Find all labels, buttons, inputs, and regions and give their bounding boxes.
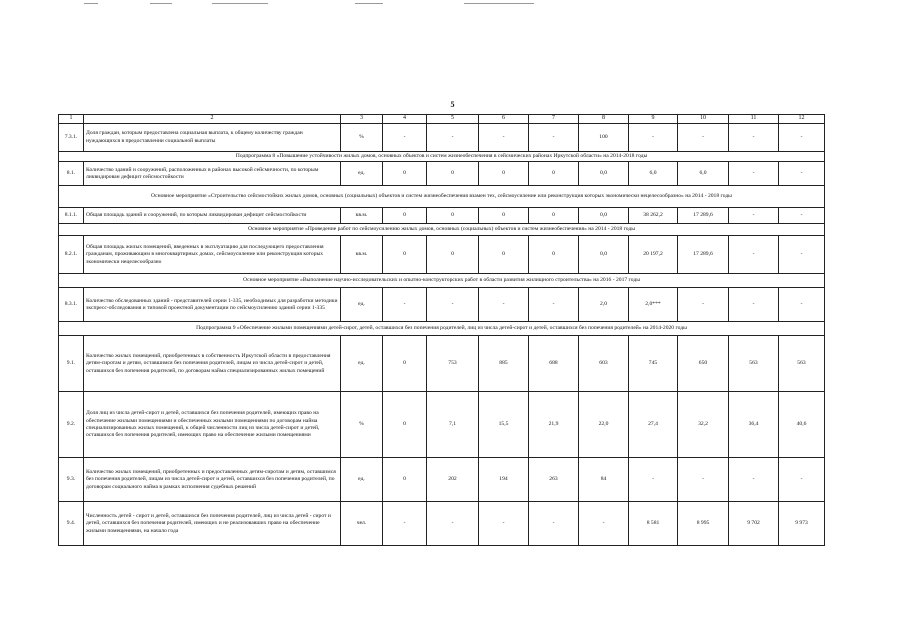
section-heading: Основное мероприятие «Проведение работ по сейсмоусилению жилых домов, основных (социальных) объектов и систем жизнеобеспечения» на 2014 - 2018 годы [59,224,825,236]
value-cell: 0 [479,208,529,224]
value-cell: 21,9 [529,392,579,458]
section-heading: Подпрограмма 8 «Повышение устойчивости жилых домов, основных объектов и систем жизнеобеспечения в сейсмических районах Иркутской области» на 2014-2018 годы [59,152,825,162]
section-heading-row [59,152,825,162]
column-number-row [59,115,825,124]
value-cell: 0,0 [579,208,629,224]
value-cell: 688 [529,336,579,392]
section-heading-row [59,224,825,236]
value-cell: 0 [479,236,529,274]
value-cell: - [779,208,825,224]
value-cell: - [729,458,779,502]
value-cell: - [427,288,479,322]
value-cell: 2,0 [579,288,629,322]
scan-artifact-line [84,3,98,4]
indicator-name: Доля лиц из числа детей-сирот и детей, оставшихся без попечения родителей, имеющих право на обеспечение жилыми помещениями и обеспеченных жилыми помещениями по договорам найма специализированных жилых помещений, к общей численности лиц из числа детей-сирот и детей, оставшихся без попечения родителей, имеющих право на обеспечение жилыми помещениями [84,392,341,458]
row-number: 9.1. [59,336,84,392]
value-cell: - [779,124,825,152]
unit-cell: ед. [341,288,383,322]
value-cell: 40,6 [779,392,825,458]
scan-artifact-line [150,3,172,4]
value-cell: 6,0 [629,162,678,186]
value-cell: 603 [579,336,629,392]
value-cell: 0 [529,208,579,224]
value-cell: 194 [479,458,529,502]
value-cell: 0 [383,236,427,274]
table-row [59,336,825,392]
value-cell: - [729,208,779,224]
section-heading: Основное мероприятие «Строительство сейсмостойких жилых домов, основных (социальных) объектов и систем жизнеобеспечения взамен тех, сейсмоусиление или реконструкция которых экономически нецелесообразно» на 2014 - 2018 годы [59,186,825,208]
unit-cell: чел. [341,502,383,546]
row-number: 8.1. [59,162,84,186]
value-cell: 84 [579,458,629,502]
value-cell: - [629,458,678,502]
value-cell: 9 702 [729,502,779,546]
indicator-name: Количество жилых помещений, приобретенных в собственность Иркутской области в предоставления детям-сиротам и детям, оставшимся без попечения родителей, лицам из числа детей-сирот и детей, оставшихся без попечения родителей, по договорам найма специализированных жилых помещений [84,336,341,392]
value-cell: 9 973 [779,502,825,546]
row-number: 9.3. [59,458,84,502]
value-cell: 563 [779,336,825,392]
indicator-name: Количество обследованных зданий - представителей серии 1-335, необходимых для разработки методики экспресс-обследования и типовой проектной документации по сейсмоусилению зданий серии 1-335 [84,288,341,322]
value-cell: 22,0 [579,392,629,458]
value-cell: 0 [427,208,479,224]
value-cell: 17 289,6 [678,208,729,224]
column-number: 5 [427,115,479,124]
value-cell: 0 [479,162,529,186]
indicator-name: Доля граждан, которым предоставлена социальная выплата, к общему количеству граждан нуждающихся в предоставлении социальной выплаты [84,124,341,152]
scan-artifact-line [355,3,383,4]
value-cell: - [427,502,479,546]
row-number: 7.3.1. [59,124,84,152]
value-cell: - [779,162,825,186]
table-row [59,162,825,186]
value-cell: 0 [383,208,427,224]
value-cell: 7,1 [427,392,479,458]
value-cell: 563 [729,336,779,392]
value-cell: - [479,288,529,322]
value-cell: 885 [479,336,529,392]
table-body [59,115,825,546]
value-cell: - [383,288,427,322]
value-cell: 32,2 [678,392,729,458]
value-cell: - [678,288,729,322]
value-cell: - [529,502,579,546]
value-cell: 100 [579,124,629,152]
column-number: 8 [579,115,629,124]
value-cell: - [629,124,678,152]
unit-cell: кв.м. [341,236,383,274]
section-heading-row [59,322,825,336]
indicator-name: Количество зданий и сооружений, расположенных в районах высокой сейсмичности, по которым ликвидирован дефицит сейсмостойкости [84,162,341,186]
column-number: 12 [779,115,825,124]
column-number: 4 [383,115,427,124]
scan-artifact-line [464,3,534,4]
page-number: 5 [450,100,455,109]
value-cell: 6,0 [678,162,729,186]
value-cell: 36,4 [729,392,779,458]
table-row [59,288,825,322]
unit-cell: кв.м. [341,208,383,224]
value-cell: - [729,236,779,274]
value-cell: 0 [427,236,479,274]
table-row [59,502,825,546]
value-cell: 650 [678,336,729,392]
table-row [59,124,825,152]
value-cell: 15,5 [479,392,529,458]
table-row [59,458,825,502]
value-cell: 202 [427,458,479,502]
value-cell: - [479,502,529,546]
column-number: 1 [59,115,84,124]
value-cell: - [729,288,779,322]
value-cell: 0 [383,392,427,458]
value-cell: 753 [427,336,479,392]
value-cell: 0 [383,162,427,186]
indicator-name: Количество жилых помещений, приобретенных и предоставленных детям-сиротам и детям, оставшимся без попечения родителей, лицам из числа детей-сирот и детей, оставшихся без попечения родителей, по договорам социального найма в рамках исполнения судебных решений [84,458,341,502]
row-number: 8.2.1. [59,236,84,274]
section-heading: Подпрограмма 9 «Обеспечение жилыми помещениями детей-сирот, детей, оставшихся без попечения родителей, лиц из числа детей-сирот и детей, оставшихся без попечения родителей» на 2014-2020 годы [59,322,825,336]
value-cell: 17 289,6 [678,236,729,274]
value-cell: 0 [529,236,579,274]
value-cell: - [779,458,825,502]
row-number: 8.3.1. [59,288,84,322]
row-number: 9.2. [59,392,84,458]
value-cell: 8 581 [629,502,678,546]
section-heading: Основное мероприятие «Выполнение научно-исследовательских и опытно-конструкторских работ в области развития жилищного строительства» на 2016 - 2017 годы [59,274,825,288]
table-row [59,236,825,274]
section-heading-row [59,274,825,288]
value-cell: 38 262,2 [629,208,678,224]
scan-artifact-line [212,3,268,4]
value-cell: - [779,288,825,322]
value-cell: - [479,124,529,152]
value-cell: 0,0 [579,236,629,274]
table-row [59,392,825,458]
value-cell: 745 [629,336,678,392]
unit-cell: % [341,392,383,458]
table-row [59,208,825,224]
value-cell: 20 197,2 [629,236,678,274]
value-cell: - [529,124,579,152]
value-cell: 263 [529,458,579,502]
value-cell: 0 [427,162,479,186]
value-cell: - [579,502,629,546]
indicator-name: Общая площадь жилых помещений, введенных в эксплуатацию для последующего предоставления гражданам, проживающим в многоквартирных домах, сейсмоусиление или реконструкция которых экономически нецелесообразно [84,236,341,274]
unit-cell: % [341,124,383,152]
value-cell: - [678,124,729,152]
column-number: 11 [729,115,779,124]
value-cell: - [427,124,479,152]
value-cell: 0 [383,458,427,502]
section-heading-row [59,186,825,208]
indicator-name: Общая площадь зданий и сооружений, по которым ликвидирован дефицит сейсмостойкости [84,208,341,224]
column-number: 2 [84,115,341,124]
row-number: 9.4. [59,502,84,546]
value-cell: - [678,458,729,502]
unit-cell: ед. [341,162,383,186]
column-number: 3 [341,115,383,124]
value-cell: 0 [529,162,579,186]
value-cell: - [729,162,779,186]
value-cell: - [383,502,427,546]
column-number: 10 [678,115,729,124]
value-cell: - [729,124,779,152]
value-cell: 27,4 [629,392,678,458]
value-cell: - [383,124,427,152]
value-cell: 0,0 [579,162,629,186]
value-cell: 2,0*** [629,288,678,322]
value-cell: - [529,288,579,322]
unit-cell: ед. [341,336,383,392]
column-number: 9 [629,115,678,124]
indicator-name: Численность детей - сирот и детей, оставшихся без попечения родителей, лиц из числа детей - сирот и детей, оставшихся без попечения родителей, имеющих и не реализовавших право на обеспечение жилыми помещениями, на начало года [84,502,341,546]
unit-cell: ед. [341,458,383,502]
row-number: 8.1.1. [59,208,84,224]
column-number: 7 [529,115,579,124]
column-number: 6 [479,115,529,124]
value-cell: 8 995 [678,502,729,546]
value-cell: - [779,236,825,274]
indicators-table [58,114,825,546]
value-cell: 0 [383,336,427,392]
